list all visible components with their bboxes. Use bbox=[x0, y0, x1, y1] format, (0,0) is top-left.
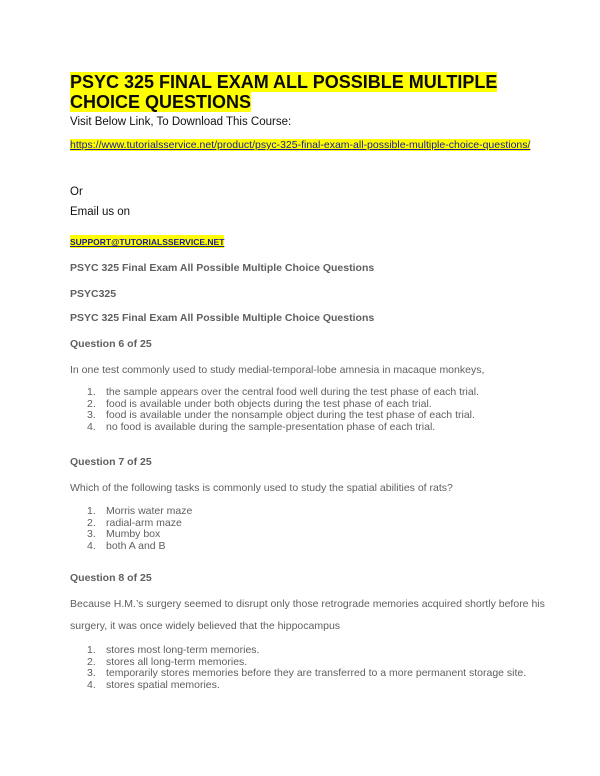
visit-instruction: Visit Below Link, To Download This Course: bbox=[70, 116, 292, 128]
email-highlight bbox=[70, 235, 224, 248]
heading-1: PSYC 325 Final Exam All Possible Multiple Choice Questions bbox=[70, 262, 375, 274]
question-text: In one test commonly used to study medial-temporal-lobe amnesia in macaque monkeys, bbox=[70, 364, 485, 376]
answer-option: 3. temporarily stores memories before they are transferred to a more permanent storage site. bbox=[87, 667, 527, 679]
answer-option: 1. the sample appears over the central food well during the test phase of each trial. bbox=[87, 386, 479, 398]
answer-options bbox=[70, 506, 192, 552]
question-text-line-2: surgery, it was once widely believed that the hippocampus bbox=[70, 620, 341, 632]
course-url-highlight bbox=[70, 139, 530, 151]
answer-option: 3. food is available under the nonsample object during the test phase of each trial. bbox=[87, 409, 475, 421]
course-code: PSYC325 bbox=[70, 288, 117, 300]
answer-options bbox=[70, 387, 479, 433]
answer-option: 2. food is available under both objects during the test phase of each trial. bbox=[87, 397, 432, 410]
course-url-link[interactable]: https://www.tutorialsservice.net/product/psyc-325-final-exam-all-possible-multiple-choice-questions/ bbox=[70, 139, 531, 151]
answer-option: 2. stores all long-term memories. bbox=[87, 655, 248, 668]
answer-option: 4. both A and B bbox=[87, 539, 166, 552]
document-title bbox=[70, 72, 540, 112]
answer-option: 1. Morris water maze bbox=[87, 505, 193, 517]
question-text-line-1: Because H.M.’s surgery seemed to disrupt only those retrograde memories acquired shortly before his bbox=[70, 598, 545, 610]
question-text: Which of the following tasks is commonly used to study the spatial abilities of rats? bbox=[70, 482, 453, 494]
document-title-text: PSYC 325 FINAL EXAM ALL POSSIBLE MULTIPLE CHOICE QUESTIONS bbox=[70, 72, 498, 112]
question-label: Question 7 of 25 bbox=[70, 456, 152, 468]
question-label: Question 8 of 25 bbox=[70, 572, 152, 584]
answer-options bbox=[70, 645, 526, 691]
answer-option: 2. radial-arm maze bbox=[87, 516, 182, 529]
email-instruction: Email us on bbox=[70, 206, 131, 218]
question-label: Question 6 of 25 bbox=[70, 338, 152, 350]
email-link[interactable]: SUPPORT@TUTORIALSSERVICE.NET bbox=[70, 237, 225, 247]
or-text: Or bbox=[70, 186, 83, 198]
answer-option: 4. stores spatial memories. bbox=[87, 678, 220, 691]
answer-option: 3. Mumby box bbox=[87, 528, 161, 540]
answer-option: 1. stores most long-term memories. bbox=[87, 644, 260, 656]
answer-option: 4. no food is available during the sample-presentation phase of each trial. bbox=[87, 420, 436, 433]
heading-2: PSYC 325 Final Exam All Possible Multiple Choice Questions bbox=[70, 312, 375, 324]
